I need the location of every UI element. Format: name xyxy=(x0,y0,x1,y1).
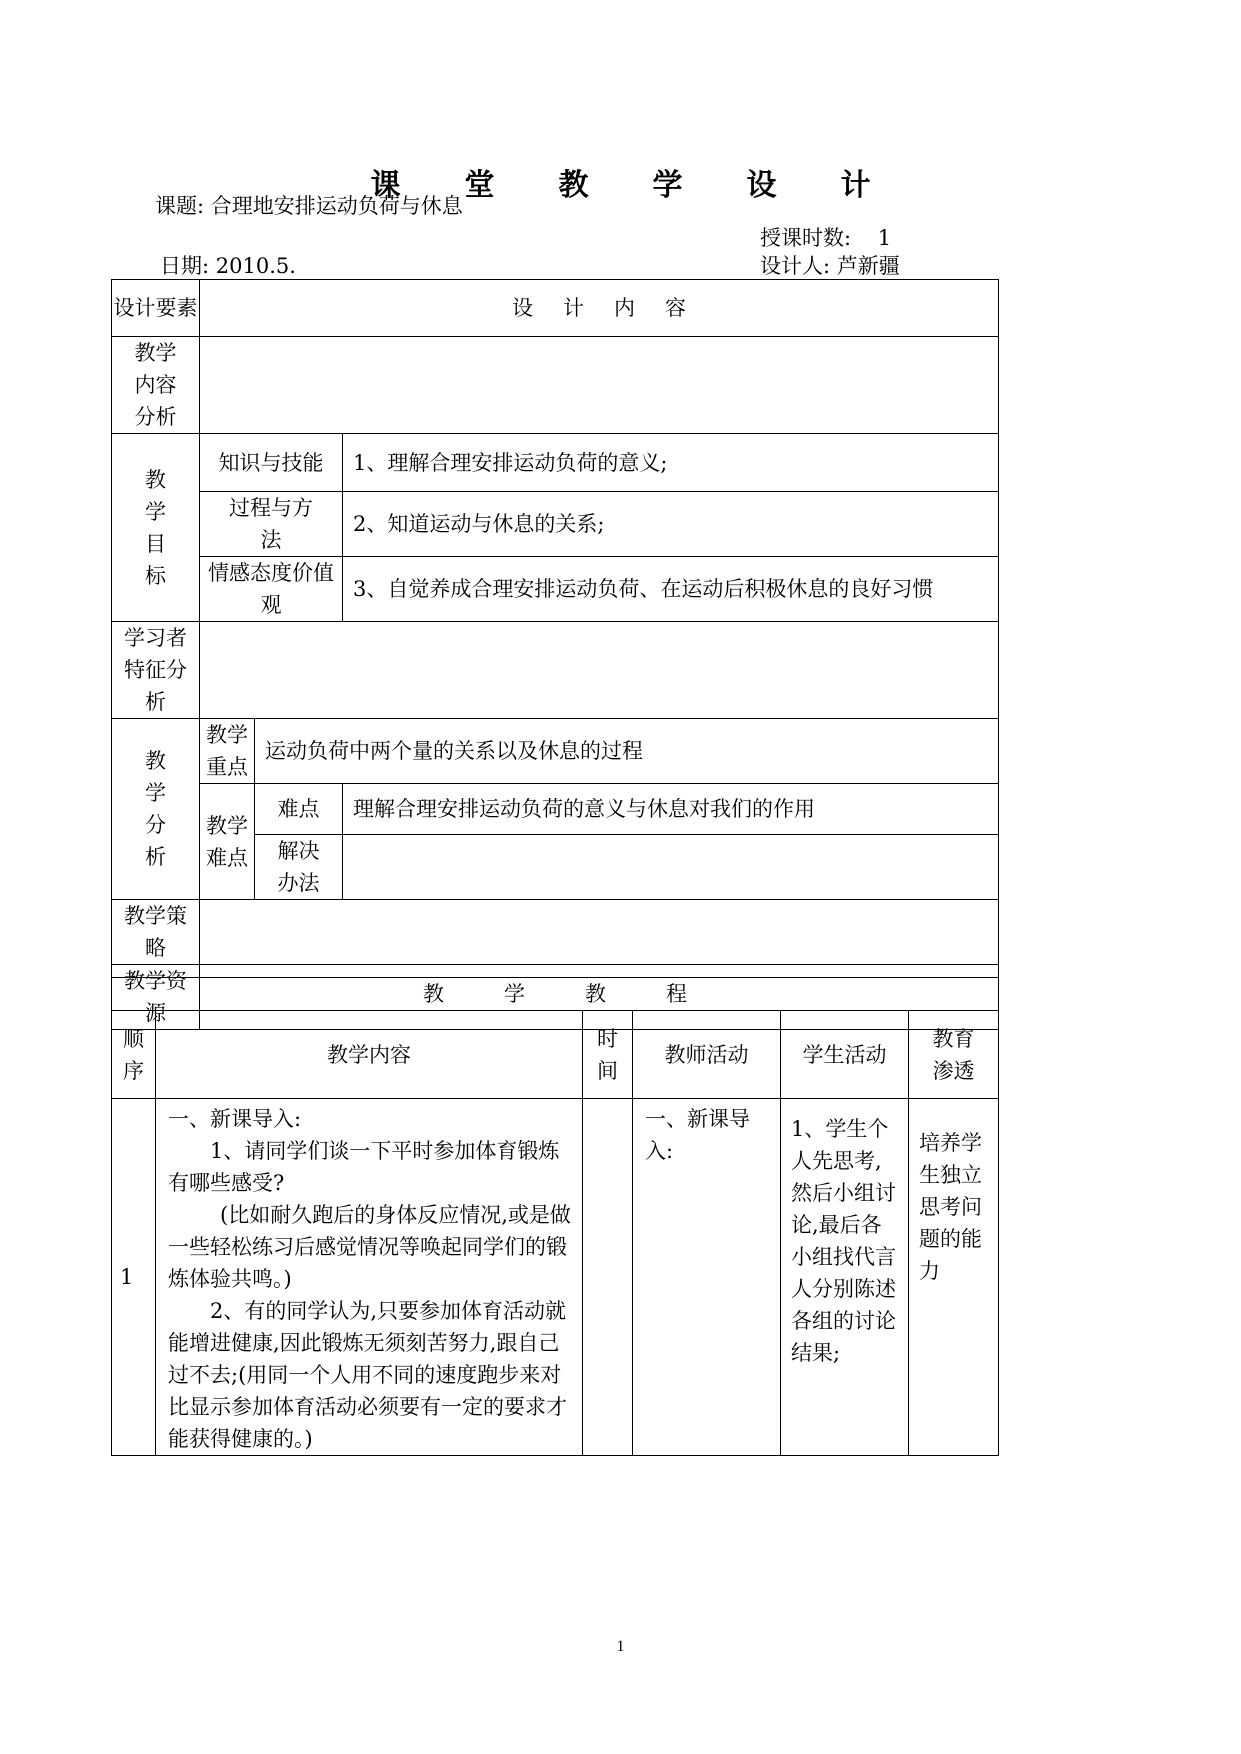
col-student: 学生活动 xyxy=(781,1011,909,1099)
strategy-cell xyxy=(200,900,999,965)
obj-knowledge-text: 1、理解合理安排运动负荷的意义; xyxy=(343,434,999,492)
obj-emotion-label: 情感态度价值观 xyxy=(200,557,343,622)
design-table xyxy=(111,279,999,1030)
col-header-element: 设计要素 xyxy=(112,280,200,337)
obj-emotion-text: 3、自觉养成合理安排运动负荷、在运动后积极休息的良好习惯 xyxy=(343,557,999,622)
col-education: 教育渗透 xyxy=(909,1011,999,1099)
row-content xyxy=(156,1099,583,1456)
row-time xyxy=(583,1099,633,1456)
date-line xyxy=(160,250,296,280)
learner-cell xyxy=(200,622,999,719)
difficulty-text: 理解合理安排运动负荷的意义与休息对我们的作用 xyxy=(343,784,999,835)
content-analysis-cell xyxy=(200,337,999,434)
topic-line xyxy=(155,190,463,220)
strategy-label: 教学策略 xyxy=(112,900,200,965)
process-heading: 教学教程 xyxy=(112,978,999,1011)
hours-line xyxy=(760,222,891,252)
solution-cell xyxy=(343,835,999,900)
col-order: 顺序 xyxy=(112,1011,156,1099)
content-analysis-label: 教学内容分析 xyxy=(112,337,200,434)
document-title: 课堂教学设计 xyxy=(370,168,935,203)
row-student: 1、学生个人先思考,然后小组讨论,最后各小组找代言人分别陈述各组的讨论结果; xyxy=(781,1099,909,1456)
col-teacher: 教师活动 xyxy=(633,1011,781,1099)
designer-label: 设计人: xyxy=(760,254,831,278)
hours-value: 1 xyxy=(877,226,892,250)
topic-label: 课题: xyxy=(155,194,205,218)
date-value: 2010.5. xyxy=(215,254,296,278)
difficulty-sub-label: 难点 xyxy=(255,784,343,835)
col-content: 教学内容 xyxy=(156,1011,583,1099)
content-line-q1: 1、请同学们谈一下平时参加体育锻炼有哪些感受? xyxy=(168,1139,560,1195)
col-time: 时间 xyxy=(583,1011,633,1099)
analysis-label: 教学分析 xyxy=(112,719,200,900)
difficulty-label: 教学难点 xyxy=(200,784,255,900)
date-label: 日期: xyxy=(160,254,210,278)
process-table xyxy=(111,977,999,1456)
table-row xyxy=(112,1099,999,1456)
key-point-text: 运动负荷中两个量的关系以及休息的过程 xyxy=(255,719,999,784)
designer-line xyxy=(760,250,900,280)
row-education: 培养学生独立思考问题的能力 xyxy=(909,1099,999,1456)
solution-label: 解决办法 xyxy=(255,835,343,900)
obj-knowledge-label: 知识与技能 xyxy=(200,434,343,492)
obj-process-label: 过程与方法 xyxy=(200,492,343,557)
objectives-label: 教学目标 xyxy=(112,434,200,622)
content-line-intro: 一、新课导入: xyxy=(168,1107,302,1131)
hours-label: 授课时数: xyxy=(760,226,852,250)
content-line-q2: 2、有的同学认为,只要参加体育活动就能增进健康,因此锻炼无须刻苦努力,跟自己过不去;(用同一个人用不同的速度跑步来对比显示参加体育活动必须要有一定的要求才能获得健康的。) xyxy=(168,1299,567,1451)
obj-process-text: 2、知道运动与休息的关系; xyxy=(343,492,999,557)
designer-value: 芦新疆 xyxy=(836,254,900,278)
resources-label: 教学资源 xyxy=(112,965,200,1030)
content-line-example: (比如耐久跑后的身体反应情况,或是做一些轻松练习后感觉情况等唤起同学们的锻炼体验共鸣。) xyxy=(168,1203,571,1291)
learner-label: 学习者特征分析 xyxy=(112,622,200,719)
topic-value: 合理地安排运动负荷与休息 xyxy=(210,194,463,218)
page-number: 1 xyxy=(616,1638,625,1655)
row-teacher: 一、新课导入: xyxy=(633,1099,781,1456)
row-order: 1 xyxy=(112,1099,156,1456)
key-point-label: 教学重点 xyxy=(200,719,255,784)
col-header-content: 设计内容 xyxy=(200,280,999,337)
